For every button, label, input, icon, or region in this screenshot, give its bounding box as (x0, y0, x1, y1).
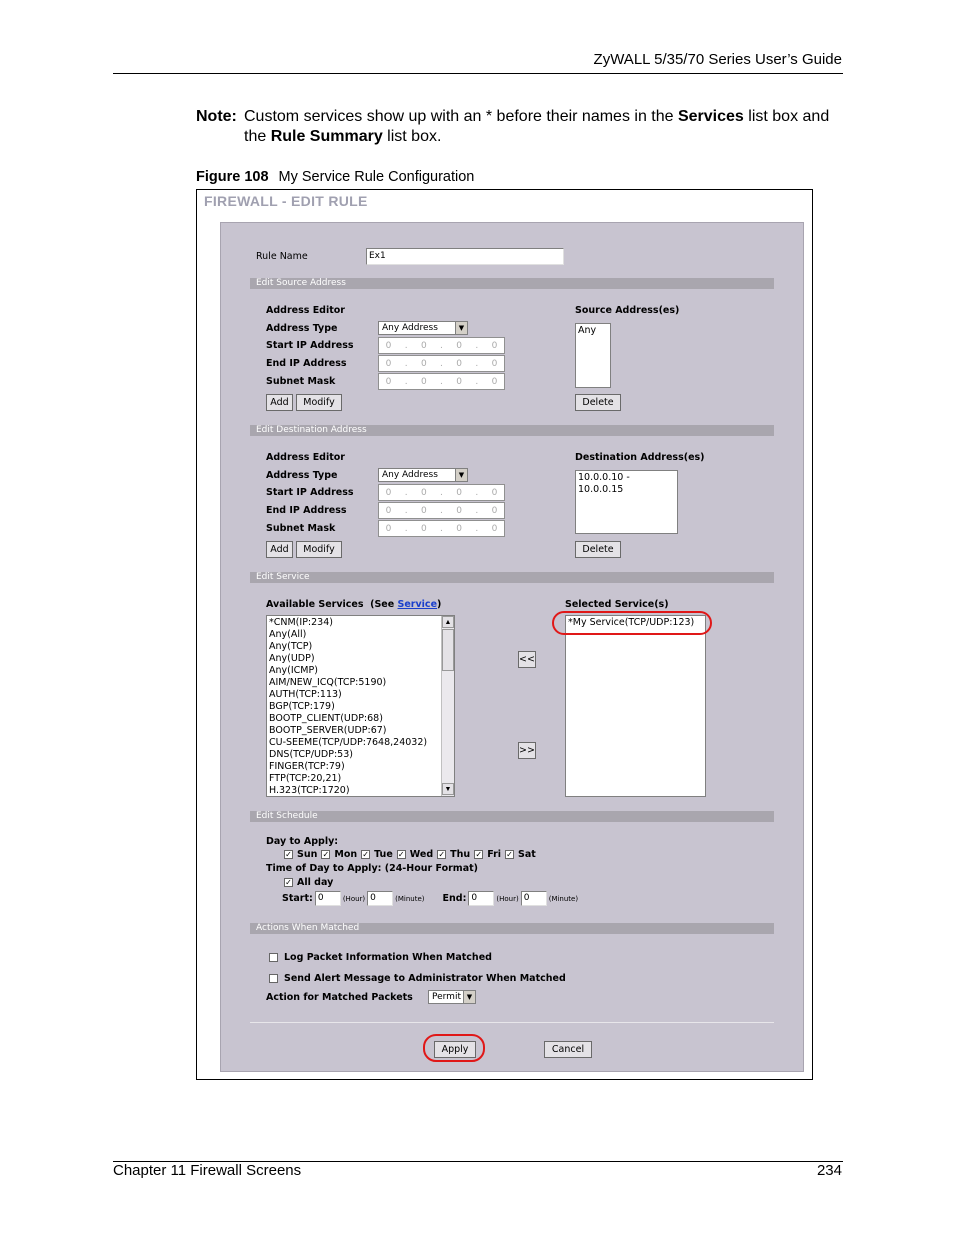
dest-start-ip[interactable] (378, 484, 505, 501)
dest-subnet-mask[interactable] (378, 520, 505, 537)
list-item[interactable]: H.323(TCP:1720) (269, 785, 350, 796)
ip-dot: . (475, 523, 479, 534)
end-hour-input[interactable]: 0 (468, 891, 494, 906)
time-range-row (282, 891, 578, 906)
source-start-label: Start IP Address (266, 340, 354, 351)
start-time-label: Start: (282, 893, 313, 904)
list-item[interactable]: Any (578, 325, 597, 336)
all-day-row (284, 877, 333, 888)
source-add-button[interactable]: Add (266, 394, 293, 411)
day-label: Sat (518, 849, 536, 860)
available-services-list[interactable] (266, 615, 455, 797)
scrollbar-thumb[interactable] (442, 629, 454, 671)
list-item[interactable]: AUTH(TCP:113) (269, 689, 342, 700)
list-item[interactable]: 10.0.0.10 - 10.0.0.15 (578, 472, 630, 495)
ip-octet: 0 (420, 505, 427, 516)
list-item[interactable]: FINGER(TCP:79) (269, 761, 345, 772)
source-end-label: End IP Address (266, 358, 347, 369)
bottom-separator (250, 1022, 774, 1023)
ip-dot: . (440, 340, 443, 351)
source-delete-button[interactable]: Delete (575, 394, 621, 411)
list-item[interactable]: DNS(TCP/UDP:53) (269, 749, 353, 760)
dest-end-ip[interactable] (378, 502, 505, 519)
ip-octet: 0 (420, 523, 427, 534)
ip-dot: . (475, 376, 479, 387)
check-icon[interactable]: ✓ (285, 878, 292, 887)
chevron-down-icon[interactable]: ▼ (455, 469, 467, 481)
ip-octet: 0 (420, 487, 427, 498)
apply-button[interactable]: Apply (434, 1041, 476, 1058)
list-item[interactable]: AIM/NEW_ICQ(TCP:5190) (269, 677, 387, 688)
send-alert-label: Send Alert Message to Administrator When Matched (284, 973, 566, 984)
remove-service-button[interactable]: << (518, 651, 536, 668)
ip-octet: 0 (491, 358, 498, 369)
all-day-label: All day (297, 877, 334, 888)
ip-dot: . (440, 376, 443, 387)
available-services-scrollbar[interactable] (441, 616, 454, 796)
check-icon[interactable]: ✓ (322, 850, 330, 859)
action-value: Permit (432, 992, 461, 1002)
ip-octet: 0 (456, 376, 462, 387)
list-item[interactable]: BGP(TCP:179) (269, 701, 335, 712)
ip-dot: . (404, 376, 408, 387)
dest-delete-button[interactable]: Delete (575, 541, 621, 558)
hour-unit: (Hour) (496, 894, 519, 903)
dest-modify-button[interactable]: Modify (296, 541, 342, 558)
see-text: ) (437, 599, 442, 610)
send-alert-checkbox[interactable] (269, 974, 278, 983)
highlight-circle (423, 1034, 485, 1062)
log-packet-checkbox[interactable] (269, 953, 278, 962)
log-packet-row (269, 952, 492, 963)
list-item[interactable]: BOOTP_SERVER(UDP:67) (269, 725, 387, 736)
dest-end-label: End IP Address (266, 505, 347, 516)
section-bar-service: Edit Service (250, 572, 774, 583)
check-icon[interactable]: ✓ (285, 850, 292, 859)
section-bar-schedule: Edit Schedule (250, 811, 774, 822)
ip-octet: 0 (385, 376, 392, 387)
list-item[interactable]: CU-SEEME(TCP/UDP:7648,24032) (269, 737, 428, 748)
arrow-up-icon[interactable]: ▲ (442, 616, 454, 628)
ip-dot: . (475, 340, 479, 351)
day-label: Mon (334, 849, 358, 860)
dest-address-list[interactable] (575, 470, 678, 534)
rule-name-label: Rule Name (256, 251, 308, 262)
available-services-items (269, 617, 440, 797)
day-label: Fri (487, 849, 502, 860)
dest-type-label: Address Type (266, 470, 338, 481)
chevron-down-icon[interactable]: ▼ (463, 991, 475, 1003)
ip-dot: . (404, 523, 408, 534)
ip-octet: 0 (385, 358, 392, 369)
ip-dot: . (475, 358, 479, 369)
source-modify-button[interactable]: Modify (296, 394, 342, 411)
days-row (284, 849, 536, 860)
ip-octet: 0 (420, 358, 427, 369)
ip-dot: . (440, 505, 443, 516)
start-minute-input[interactable]: 0 (367, 891, 393, 906)
log-packet-label: Log Packet Information When Matched (284, 952, 492, 963)
note-text-part: Custom services show up with an * before their names in the (244, 108, 678, 125)
dest-add-button[interactable]: Add (266, 541, 293, 558)
ip-dot: . (404, 505, 408, 516)
check-icon[interactable]: ✓ (362, 850, 369, 859)
ip-octet: 0 (456, 523, 462, 534)
check-icon[interactable]: ✓ (475, 850, 483, 859)
time-of-day-label: Time of Day to Apply: (24-Hour Format) (266, 863, 478, 874)
list-item[interactable]: FTP(TCP:20,21) (269, 773, 342, 784)
cancel-button[interactable]: Cancel (544, 1041, 592, 1058)
dest-start-label: Start IP Address (266, 487, 354, 498)
day-label: Tue (374, 849, 393, 860)
rule-name-input[interactable]: Ex1 (366, 248, 564, 265)
source-start-ip[interactable] (378, 337, 505, 354)
end-time-label: End: (442, 893, 467, 904)
arrow-down-icon[interactable]: ▼ (442, 783, 454, 795)
ip-octet: 0 (385, 487, 392, 498)
check-icon[interactable]: ✓ (397, 850, 405, 859)
note-services: Services (677, 108, 744, 125)
day-to-apply-label: Day to Apply: (266, 836, 339, 847)
dest-mask-label: Subnet Mask (266, 523, 336, 534)
source-subnet-mask[interactable] (378, 373, 505, 390)
dest-type-select[interactable] (378, 468, 468, 482)
section-bar-actions: Actions When Matched (250, 923, 774, 934)
selected-services-label: Selected Service(s) (565, 599, 669, 610)
ip-octet: 0 (491, 487, 498, 498)
ip-octet: 0 (491, 505, 498, 516)
note-paragraph (196, 107, 846, 147)
ip-dot: . (404, 358, 408, 369)
note-text-part: list box and the (244, 108, 830, 145)
ip-dot: . (404, 487, 408, 498)
list-item[interactable]: Any(All) (269, 629, 307, 640)
day-label: Wed (409, 849, 434, 860)
dest-editor-label: Address Editor (266, 452, 345, 463)
check-icon[interactable]: ✓ (438, 850, 446, 859)
selected-services-list[interactable] (565, 615, 706, 797)
highlight-circle (552, 611, 712, 635)
hour-unit: (Hour) (342, 894, 366, 903)
list-item[interactable]: *CNM(IP:234) (269, 617, 333, 628)
dest-list-label: Destination Address(es) (575, 452, 705, 463)
list-item[interactable]: Any(UDP) (269, 653, 315, 664)
source-type-select[interactable] (378, 321, 468, 335)
footer-chapter: Chapter 11 Firewall Screens (113, 1162, 302, 1179)
ip-octet: 0 (456, 487, 462, 498)
send-alert-row (269, 973, 566, 984)
note-text-part: list box. (382, 128, 442, 145)
note-rule-summary: Rule Summary (270, 128, 383, 145)
ip-dot: . (475, 505, 479, 516)
ip-dot: . (404, 340, 408, 351)
service-link[interactable]: Service (397, 599, 438, 610)
ip-dot: . (440, 358, 443, 369)
ip-dot: . (475, 487, 479, 498)
screen-title: FIREWALL - EDIT RULE (204, 193, 368, 209)
minute-unit: (Minute) (548, 894, 579, 903)
available-services-label (266, 599, 441, 610)
ip-octet: 0 (456, 358, 462, 369)
list-item[interactable]: Any(ICMP) (269, 665, 318, 676)
source-end-ip[interactable] (378, 355, 505, 372)
end-minute-input[interactable]: 0 (521, 891, 547, 906)
note-text (244, 107, 846, 147)
guide-title: ZyWALL 5/35/70 Series User’s Guide (593, 51, 842, 68)
source-address-list[interactable] (575, 323, 611, 388)
ip-octet: 0 (385, 523, 392, 534)
source-editor-label: Address Editor (266, 305, 345, 316)
source-mask-label: Subnet Mask (266, 376, 336, 387)
ip-octet: 0 (456, 505, 462, 516)
footer-page-number: 234 (816, 1162, 842, 1179)
start-hour-input[interactable]: 0 (315, 891, 341, 906)
action-select[interactable] (428, 990, 476, 1004)
ip-octet: 0 (491, 376, 498, 387)
ip-octet: 0 (456, 340, 462, 351)
section-bar-source: Edit Source Address (250, 278, 774, 289)
ip-octet: 0 (385, 505, 392, 516)
add-service-button[interactable]: >> (518, 742, 536, 759)
chevron-down-icon[interactable]: ▼ (455, 322, 467, 334)
minute-unit: (Minute) (395, 894, 425, 903)
see-text: (See (370, 599, 398, 610)
header-rule (113, 73, 843, 74)
list-item[interactable]: BOOTP_CLIENT(UDP:68) (269, 713, 383, 724)
day-label: Sun (297, 849, 318, 860)
day-label: Thu (450, 849, 471, 860)
list-item[interactable]: Any(TCP) (269, 641, 313, 652)
list-item[interactable]: *My Service(TCP/UDP:123) (568, 617, 695, 628)
figure-caption (196, 169, 474, 185)
source-type-value: Any Address (382, 323, 438, 333)
dest-type-value: Any Address (382, 470, 438, 480)
source-list-label: Source Address(es) (575, 305, 680, 316)
ip-dot: . (440, 487, 443, 498)
ip-octet: 0 (385, 340, 392, 351)
section-bar-destination: Edit Destination Address (250, 425, 774, 436)
check-icon[interactable]: ✓ (506, 850, 513, 859)
ip-dot: . (440, 523, 443, 534)
available-label-text: Available Services (266, 599, 364, 610)
figure-number: Figure 108 (196, 169, 269, 185)
ip-octet: 0 (420, 340, 427, 351)
source-type-label: Address Type (266, 323, 338, 334)
ip-octet: 0 (420, 376, 427, 387)
note-label: Note: (196, 108, 237, 125)
figure-title: My Service Rule Configuration (278, 169, 475, 185)
action-matched-label: Action for Matched Packets (266, 992, 413, 1003)
ip-octet: 0 (491, 523, 498, 534)
ip-octet: 0 (491, 340, 498, 351)
